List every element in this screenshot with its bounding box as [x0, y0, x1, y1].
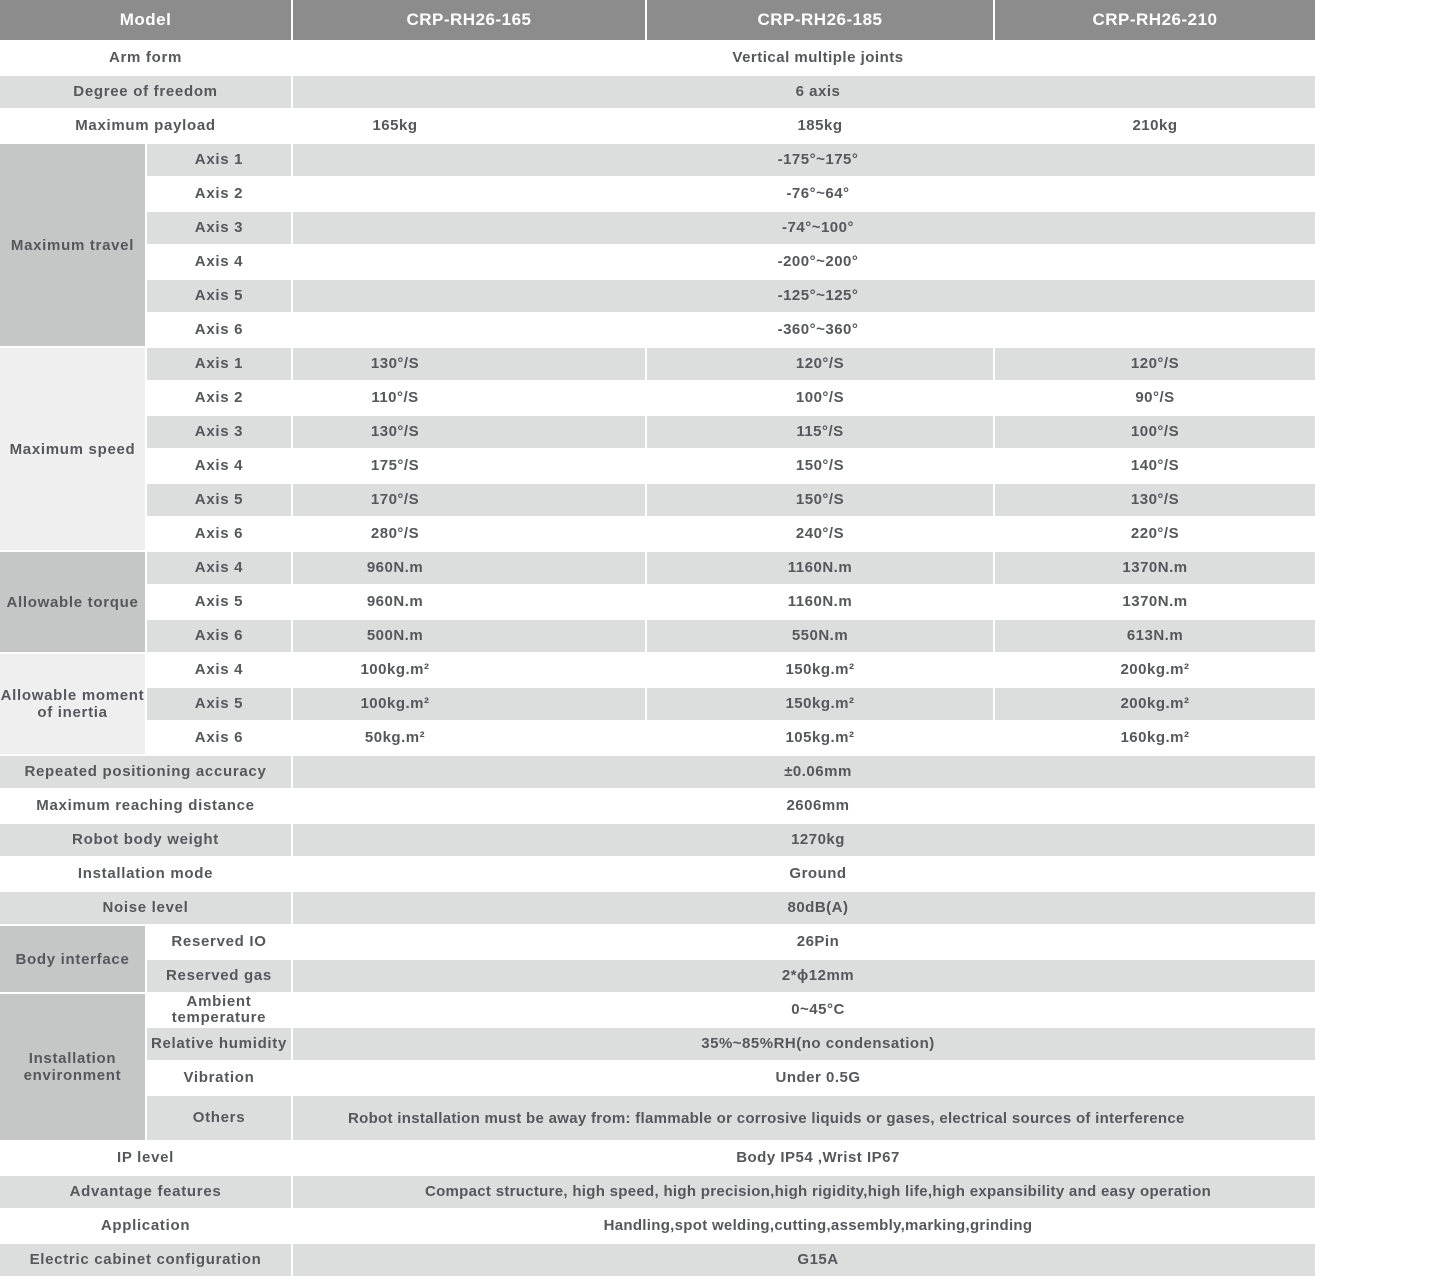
others-label: Others	[147, 1096, 291, 1140]
reserved-io-row	[147, 926, 1315, 958]
installation-mode-value: Ground	[293, 858, 1315, 890]
speed-axis-5-165: 170°/S	[293, 484, 645, 516]
torque-axis-6-210: 613N.m	[995, 620, 1315, 652]
torque-axis-4-165: 960N.m	[293, 552, 645, 584]
speed-axis-3-label: Axis 3	[147, 416, 291, 448]
row-application	[0, 1210, 1315, 1242]
row-robot-body-weight	[0, 824, 1315, 856]
speed-axis-4-row	[147, 450, 1315, 482]
torque-axis-4-185: 1160N.m	[647, 552, 993, 584]
relative-humidity-row	[147, 1028, 1315, 1060]
ip-level-label: IP level	[0, 1142, 291, 1174]
maximum-reaching-distance-value: 2606mm	[293, 790, 1315, 822]
group-allowable-torque	[0, 552, 1315, 652]
row-ip-level	[0, 1142, 1315, 1174]
speed-axis-3-row	[147, 416, 1315, 448]
maximum-speed-group-label: Maximum speed	[0, 348, 145, 550]
inertia-axis-4-165: 100kg.m²	[293, 654, 645, 686]
inertia-axis-6-185: 105kg.m²	[647, 722, 993, 754]
group-body-interface	[0, 926, 1315, 992]
advantage-features-value: Compact structure, high speed, high precision,high rigidity,high life,high expansibility and easy operation	[293, 1176, 1315, 1208]
row-arm-form	[0, 42, 1315, 74]
speed-axis-5-185: 150°/S	[647, 484, 993, 516]
maximum-payload-label: Maximum payload	[0, 110, 291, 142]
noise-level-value: 80dB(A)	[293, 892, 1315, 924]
electric-cabinet-configuration-label: Electric cabinet configuration	[0, 1244, 291, 1276]
travel-axis-1-value: -175°~175°	[293, 144, 1315, 176]
group-allowable-inertia	[0, 654, 1315, 754]
header-model-165: CRP-RH26-165	[293, 0, 645, 40]
inertia-axis-5-165: 100kg.m²	[293, 688, 645, 720]
inertia-axis-6-165: 50kg.m²	[293, 722, 645, 754]
row-advantage-features	[0, 1176, 1315, 1208]
ambient-temperature-value: 0~45°C	[293, 994, 1315, 1026]
ambient-temperature-row	[147, 994, 1315, 1026]
speed-axis-2-185: 100°/S	[647, 382, 993, 414]
speed-axis-4-185: 150°/S	[647, 450, 993, 482]
arm-form-value: Vertical multiple joints	[293, 42, 1315, 74]
torque-axis-6-row	[147, 620, 1315, 652]
inertia-axis-6-label: Axis 6	[147, 722, 291, 754]
speed-axis-2-210: 90°/S	[995, 382, 1315, 414]
speed-axis-2-label: Axis 2	[147, 382, 291, 414]
speed-axis-2-row	[147, 382, 1315, 414]
degree-of-freedom-label: Degree of freedom	[0, 76, 291, 108]
speed-axis-3-210: 100°/S	[995, 416, 1315, 448]
torque-axis-5-row	[147, 586, 1315, 618]
vibration-row	[147, 1062, 1315, 1094]
inertia-axis-4-210: 200kg.m²	[995, 654, 1315, 686]
row-noise-level	[0, 892, 1315, 924]
torque-axis-4-label: Axis 4	[147, 552, 291, 584]
speed-axis-6-185: 240°/S	[647, 518, 993, 550]
row-maximum-payload	[0, 110, 1315, 142]
speed-axis-1-185: 120°/S	[647, 348, 993, 380]
row-maximum-reaching-distance	[0, 790, 1315, 822]
robot-body-weight-value: 1270kg	[293, 824, 1315, 856]
maximum-payload-185: 185kg	[647, 110, 993, 142]
maximum-payload-210: 210kg	[995, 110, 1315, 142]
others-value: Robot installation must be away from: flammable or corrosive liquids or gases, electrical sources of interference	[293, 1096, 1315, 1140]
travel-axis-4-value: -200°~200°	[293, 246, 1315, 278]
degree-of-freedom-value: 6 axis	[293, 76, 1315, 108]
travel-axis-3-row	[147, 212, 1315, 244]
speed-axis-4-165: 175°/S	[293, 450, 645, 482]
torque-axis-4-row	[147, 552, 1315, 584]
travel-axis-4-label: Axis 4	[147, 246, 291, 278]
header-model-label: Model	[0, 0, 291, 40]
reserved-gas-label: Reserved gas	[147, 960, 291, 992]
ip-level-value: Body IP54 ,Wrist IP67	[293, 1142, 1315, 1174]
application-label: Application	[0, 1210, 291, 1242]
electric-cabinet-configuration-value: G15A	[293, 1244, 1315, 1276]
speed-axis-6-label: Axis 6	[147, 518, 291, 550]
maximum-payload-165: 165kg	[293, 110, 645, 142]
travel-axis-3-label: Axis 3	[147, 212, 291, 244]
torque-axis-6-185: 550N.m	[647, 620, 993, 652]
installation-environment-group-label: Installation environment	[0, 994, 145, 1140]
inertia-axis-5-label: Axis 5	[147, 688, 291, 720]
torque-axis-6-label: Axis 6	[147, 620, 291, 652]
travel-axis-1-label: Axis 1	[147, 144, 291, 176]
speed-axis-6-165: 280°/S	[293, 518, 645, 550]
reserved-gas-row	[147, 960, 1315, 992]
speed-axis-5-210: 130°/S	[995, 484, 1315, 516]
inertia-axis-6-210: 160kg.m²	[995, 722, 1315, 754]
group-maximum-travel	[0, 144, 1315, 346]
speed-axis-4-210: 140°/S	[995, 450, 1315, 482]
header-model-185: CRP-RH26-185	[647, 0, 993, 40]
speed-axis-6-row	[147, 518, 1315, 550]
advantage-features-label: Advantage features	[0, 1176, 291, 1208]
inertia-axis-6-row	[147, 722, 1315, 754]
travel-axis-2-value: -76°~64°	[293, 178, 1315, 210]
row-degree-of-freedom	[0, 76, 1315, 108]
header-model-210: CRP-RH26-210	[995, 0, 1315, 40]
travel-axis-2-row	[147, 178, 1315, 210]
travel-axis-5-value: -125°~125°	[293, 280, 1315, 312]
speed-axis-2-165: 110°/S	[293, 382, 645, 414]
maximum-reaching-distance-label: Maximum reaching distance	[0, 790, 291, 822]
speed-axis-5-row	[147, 484, 1315, 516]
torque-axis-5-185: 1160N.m	[647, 586, 993, 618]
speed-axis-6-210: 220°/S	[995, 518, 1315, 550]
others-row	[147, 1096, 1315, 1140]
travel-axis-6-row	[147, 314, 1315, 346]
reserved-io-label: Reserved IO	[147, 926, 291, 958]
allowable-inertia-group-label: Allowable moment of inertia	[0, 654, 145, 754]
row-repeated-positioning-accuracy	[0, 756, 1315, 788]
speed-axis-1-210: 120°/S	[995, 348, 1315, 380]
speed-axis-1-row	[147, 348, 1315, 380]
group-maximum-speed	[0, 348, 1315, 550]
travel-axis-6-value: -360°~360°	[293, 314, 1315, 346]
torque-axis-6-165: 500N.m	[293, 620, 645, 652]
body-interface-group-label: Body interface	[0, 926, 145, 992]
travel-axis-4-row	[147, 246, 1315, 278]
ambient-temperature-label: Ambient temperature	[147, 994, 291, 1026]
inertia-axis-5-row	[147, 688, 1315, 720]
reserved-io-value: 26Pin	[293, 926, 1315, 958]
travel-axis-6-label: Axis 6	[147, 314, 291, 346]
reserved-gas-value: 2*ϕ12mm	[293, 960, 1315, 992]
speed-axis-3-185: 115°/S	[647, 416, 993, 448]
group-installation-environment	[0, 994, 1315, 1140]
application-value: Handling,spot welding,cutting,assembly,marking,grinding	[293, 1210, 1315, 1242]
inertia-axis-5-210: 200kg.m²	[995, 688, 1315, 720]
travel-axis-5-label: Axis 5	[147, 280, 291, 312]
speed-axis-4-label: Axis 4	[147, 450, 291, 482]
speed-axis-5-label: Axis 5	[147, 484, 291, 516]
noise-level-label: Noise level	[0, 892, 291, 924]
inertia-axis-4-185: 150kg.m²	[647, 654, 993, 686]
relative-humidity-value: 35%~85%RH(no condensation)	[293, 1028, 1315, 1060]
row-electric-cabinet-configuration	[0, 1244, 1315, 1276]
speed-axis-3-165: 130°/S	[293, 416, 645, 448]
inertia-axis-4-row	[147, 654, 1315, 686]
arm-form-label: Arm form	[0, 42, 291, 74]
inertia-axis-5-185: 150kg.m²	[647, 688, 993, 720]
travel-axis-2-label: Axis 2	[147, 178, 291, 210]
travel-axis-5-row	[147, 280, 1315, 312]
robot-body-weight-label: Robot body weight	[0, 824, 291, 856]
header-row	[0, 0, 1315, 40]
maximum-travel-group-label: Maximum travel	[0, 144, 145, 346]
allowable-torque-group-label: Allowable torque	[0, 552, 145, 652]
vibration-value: Under 0.5G	[293, 1062, 1315, 1094]
torque-axis-5-210: 1370N.m	[995, 586, 1315, 618]
speed-axis-1-label: Axis 1	[147, 348, 291, 380]
vibration-label: Vibration	[147, 1062, 291, 1094]
repeated-positioning-accuracy-value: ±0.06mm	[293, 756, 1315, 788]
travel-axis-1-row	[147, 144, 1315, 176]
travel-axis-3-value: -74°~100°	[293, 212, 1315, 244]
relative-humidity-label: Relative humidity	[147, 1028, 291, 1060]
inertia-axis-4-label: Axis 4	[147, 654, 291, 686]
repeated-positioning-accuracy-label: Repeated positioning accuracy	[0, 756, 291, 788]
torque-axis-5-label: Axis 5	[147, 586, 291, 618]
speed-axis-1-165: 130°/S	[293, 348, 645, 380]
row-installation-mode	[0, 858, 1315, 890]
installation-mode-label: Installation mode	[0, 858, 291, 890]
torque-axis-5-165: 960N.m	[293, 586, 645, 618]
torque-axis-4-210: 1370N.m	[995, 552, 1315, 584]
